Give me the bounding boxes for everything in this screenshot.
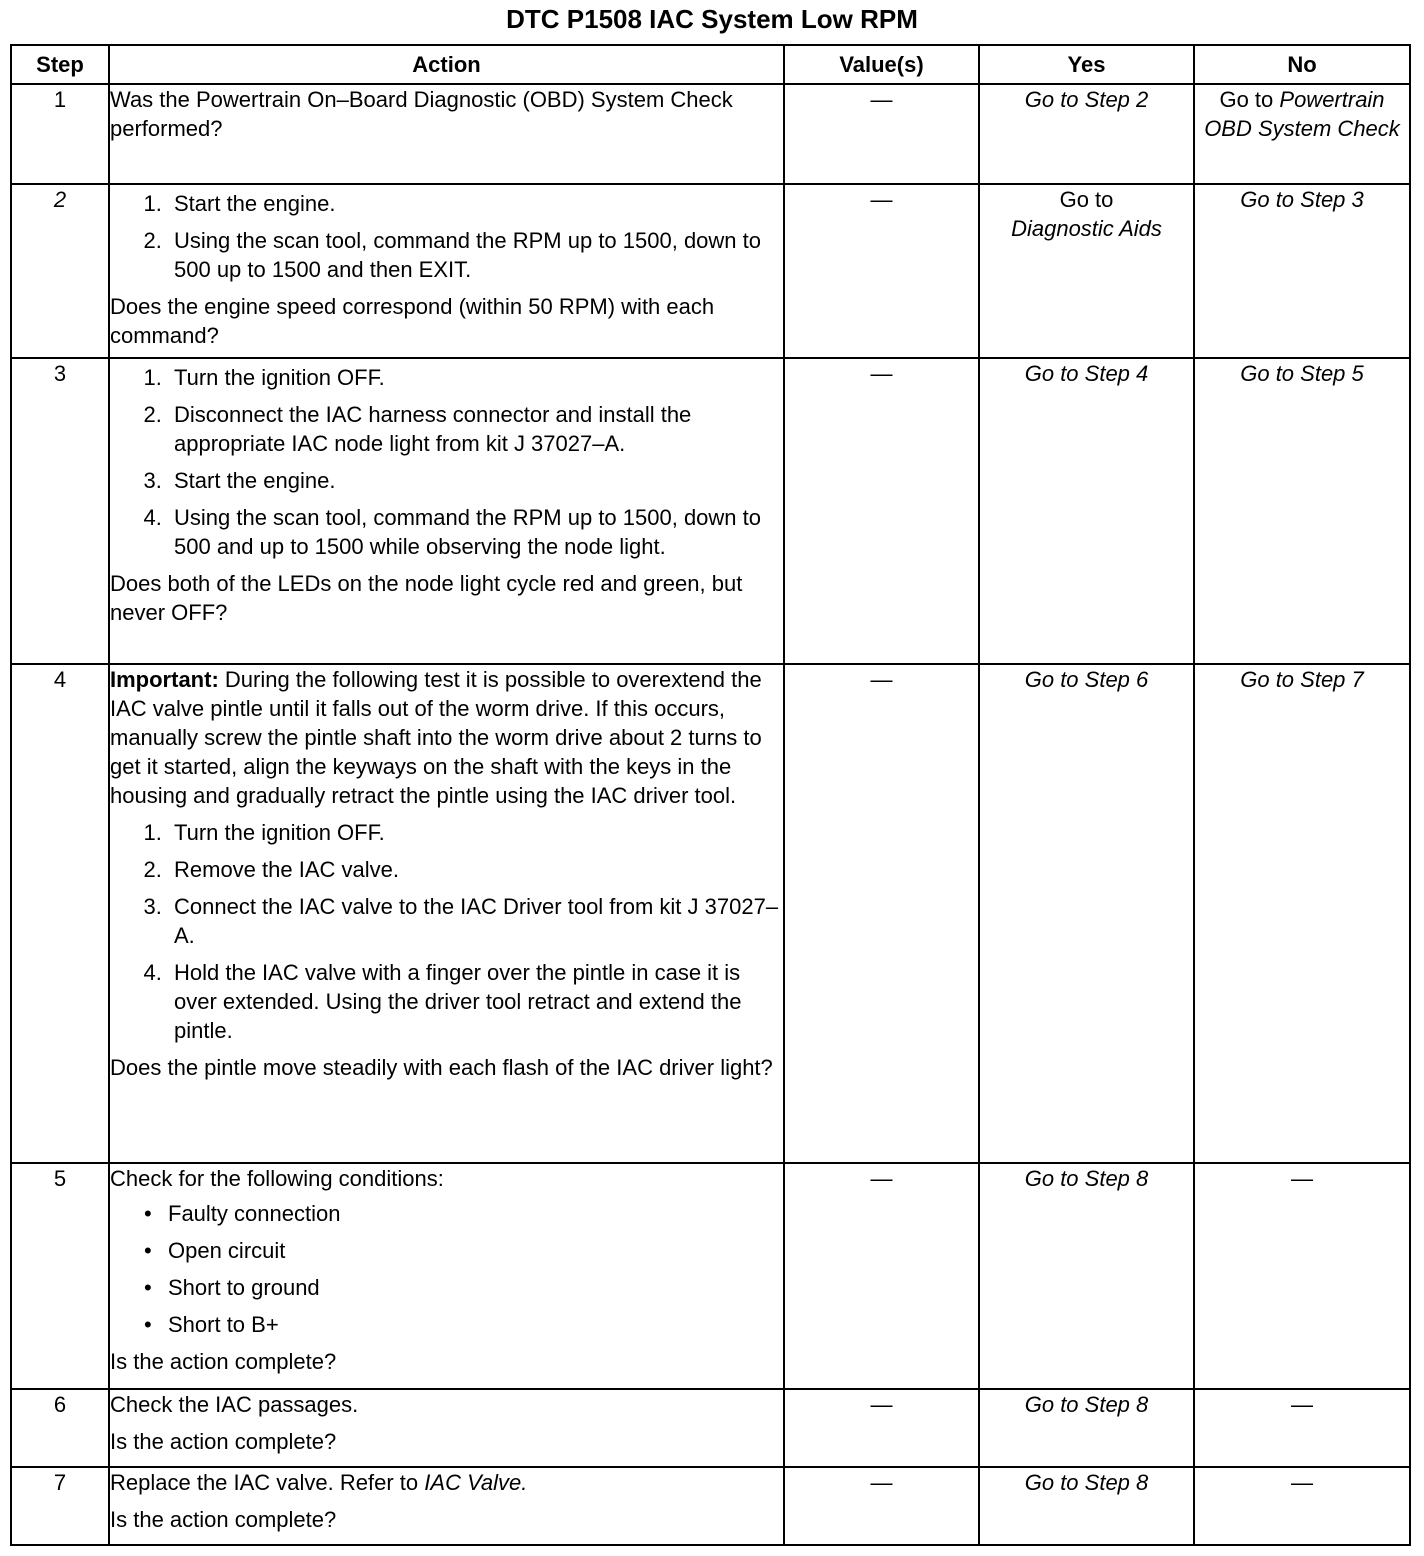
list-item: 1. Turn the ignition OFF. bbox=[168, 363, 783, 392]
no-link[interactable]: Go to Step 7 bbox=[1240, 667, 1364, 692]
value-cell bbox=[784, 1467, 979, 1545]
yes-prefix: Go to bbox=[1059, 187, 1114, 212]
no-prefix: Go to bbox=[1219, 87, 1274, 112]
step-number: 2 bbox=[11, 184, 109, 358]
list-item: 2. Remove the IAC valve. bbox=[168, 855, 783, 884]
action-intro-prefix: Replace the IAC valve. Refer to bbox=[110, 1470, 419, 1495]
yes-cell bbox=[979, 84, 1194, 184]
action-intro bbox=[110, 1468, 783, 1497]
value-cell bbox=[784, 664, 979, 1163]
bullet-icon: • bbox=[144, 1238, 152, 1263]
value-text: — bbox=[870, 187, 893, 212]
table-row-step-6 bbox=[11, 1389, 1410, 1467]
table-row-step-3 bbox=[11, 358, 1410, 664]
substep-list bbox=[110, 363, 783, 561]
yes-link[interactable]: Go to Step 8 bbox=[1024, 1166, 1149, 1191]
header-row bbox=[11, 45, 1410, 84]
value-cell bbox=[784, 1389, 979, 1467]
action-cell bbox=[109, 664, 784, 1163]
column-header-step: Step bbox=[11, 45, 109, 84]
table-row-step-7 bbox=[11, 1467, 1410, 1545]
no-cell bbox=[1194, 84, 1410, 184]
value-cell bbox=[784, 1163, 979, 1389]
bullet-icon: • bbox=[144, 1201, 152, 1226]
list-item: 2. Disconnect the IAC harness connector and install the appropriate IAC node light from kit J 37027–A. bbox=[168, 400, 783, 458]
bullet-icon: • bbox=[144, 1312, 152, 1337]
action-question: Does the engine speed correspond (within 50 RPM) with each command? bbox=[110, 294, 715, 348]
no-text: — bbox=[1291, 1166, 1313, 1191]
list-item bbox=[144, 1273, 783, 1302]
no-cell bbox=[1194, 664, 1410, 1163]
yes-link[interactable]: Go to Step 4 bbox=[1024, 361, 1149, 386]
value-text: — bbox=[870, 667, 893, 692]
condition-list bbox=[110, 1199, 783, 1339]
bullet-icon: • bbox=[144, 1275, 152, 1300]
step-number: 4 bbox=[11, 664, 109, 1163]
value-text: — bbox=[870, 361, 893, 386]
yes-link[interactable]: Go to Step 2 bbox=[1024, 87, 1149, 112]
condition-text: Short to B+ bbox=[168, 1312, 279, 1337]
no-cell bbox=[1194, 1389, 1410, 1467]
action-intro: Check the IAC passages. bbox=[110, 1392, 359, 1417]
condition-text: Faulty connection bbox=[168, 1201, 341, 1226]
list-item bbox=[144, 1310, 783, 1339]
action-cell bbox=[109, 84, 784, 184]
action-question: Is the action complete? bbox=[110, 1349, 337, 1374]
table-row-step-2 bbox=[11, 184, 1410, 358]
no-cell bbox=[1194, 1163, 1410, 1389]
column-header-no: No bbox=[1194, 45, 1410, 84]
yes-link[interactable]: Go to Step 6 bbox=[1024, 667, 1149, 692]
value-text: — bbox=[870, 1470, 893, 1495]
substep-list bbox=[110, 818, 783, 1045]
step-number: 1 bbox=[11, 84, 109, 184]
no-text: — bbox=[1291, 1470, 1313, 1495]
yes-link[interactable]: Diagnostic Aids bbox=[1011, 216, 1162, 241]
action-cell bbox=[109, 358, 784, 664]
action-cell bbox=[109, 184, 784, 358]
action-question: Is the action complete? bbox=[110, 1429, 337, 1454]
iac-valve-link[interactable]: IAC Valve. bbox=[424, 1470, 528, 1495]
step-number: 5 bbox=[11, 1163, 109, 1389]
action-question: Is the action complete? bbox=[110, 1507, 337, 1532]
column-header-values: Value(s) bbox=[784, 45, 979, 84]
page-title: DTC P1508 IAC System Low RPM bbox=[506, 4, 918, 34]
value-cell bbox=[784, 184, 979, 358]
important-note bbox=[110, 665, 783, 810]
yes-cell bbox=[979, 1389, 1194, 1467]
action-cell bbox=[109, 1163, 784, 1389]
yes-link[interactable]: Go to Step 8 bbox=[1024, 1470, 1149, 1495]
column-header-yes: Yes bbox=[979, 45, 1194, 84]
no-link[interactable]: Powertrain OBD System Check bbox=[1204, 87, 1400, 141]
action-question: Does the pintle move steadily with each flash of the IAC driver light? bbox=[110, 1055, 773, 1080]
no-cell bbox=[1194, 184, 1410, 358]
no-link[interactable]: Go to Step 3 bbox=[1240, 187, 1364, 212]
list-item: 4. Hold the IAC valve with a finger over the pintle in case it is over extended. Using the driver tool retract and extend the pintle. bbox=[168, 958, 783, 1045]
action-question: Does both of the LEDs on the node light cycle red and green, but never OFF? bbox=[110, 571, 743, 625]
diagnostic-table bbox=[10, 44, 1411, 1546]
no-link[interactable]: Go to Step 5 bbox=[1240, 361, 1364, 386]
step-number: 7 bbox=[11, 1467, 109, 1545]
substep-list bbox=[110, 189, 783, 284]
list-item: 4. Using the scan tool, command the RPM up to 1500, down to 500 and up to 1500 while observing the node light. bbox=[168, 503, 783, 561]
value-text: — bbox=[870, 1392, 893, 1417]
list-item bbox=[144, 1199, 783, 1228]
yes-link[interactable]: Go to Step 8 bbox=[1024, 1392, 1149, 1417]
step-number: 3 bbox=[11, 358, 109, 664]
no-text: — bbox=[1291, 1392, 1313, 1417]
condition-text: Open circuit bbox=[168, 1238, 286, 1263]
action-cell bbox=[109, 1467, 784, 1545]
list-item bbox=[144, 1236, 783, 1265]
yes-cell bbox=[979, 1163, 1194, 1389]
yes-cell bbox=[979, 184, 1194, 358]
action-cell bbox=[109, 1389, 784, 1467]
yes-cell bbox=[979, 664, 1194, 1163]
value-text: — bbox=[870, 1166, 893, 1191]
value-cell bbox=[784, 84, 979, 184]
list-item: 3. Connect the IAC valve to the IAC Driver tool from kit J 37027–A. bbox=[168, 892, 783, 950]
list-item: 1. Turn the ignition OFF. bbox=[168, 818, 783, 847]
yes-cell bbox=[979, 358, 1194, 664]
important-label: Important: bbox=[110, 667, 219, 692]
table-row-step-4 bbox=[11, 664, 1410, 1163]
list-item: 2. Using the scan tool, command the RPM up to 1500, down to 500 up to 1500 and then EXIT. bbox=[168, 226, 783, 284]
action-intro: Check for the following conditions: bbox=[110, 1166, 444, 1191]
value-cell bbox=[784, 358, 979, 664]
table-row-step-1 bbox=[11, 84, 1410, 184]
value-text: — bbox=[870, 87, 893, 112]
list-item: 3. Start the engine. bbox=[168, 466, 783, 495]
column-header-action: Action bbox=[109, 45, 784, 84]
no-cell bbox=[1194, 358, 1410, 664]
yes-cell bbox=[979, 1467, 1194, 1545]
step-number: 6 bbox=[11, 1389, 109, 1467]
table-row-step-5 bbox=[11, 1163, 1410, 1389]
condition-text: Short to ground bbox=[168, 1275, 320, 1300]
no-cell bbox=[1194, 1467, 1410, 1545]
list-item: 1. Start the engine. bbox=[168, 189, 783, 218]
action-text: Was the Powertrain On–Board Diagnostic (OBD) System Check performed? bbox=[110, 87, 733, 141]
important-text: During the following test it is possible to overextend the IAC valve pintle until it falls out of the worm drive. If this occurs, manually screw the pintle shaft into the worm drive about 2 turns to get it started, align the keyways on the shaft with the keys in the housing and gradually retract the pintle using the IAC driver tool. bbox=[110, 667, 762, 808]
